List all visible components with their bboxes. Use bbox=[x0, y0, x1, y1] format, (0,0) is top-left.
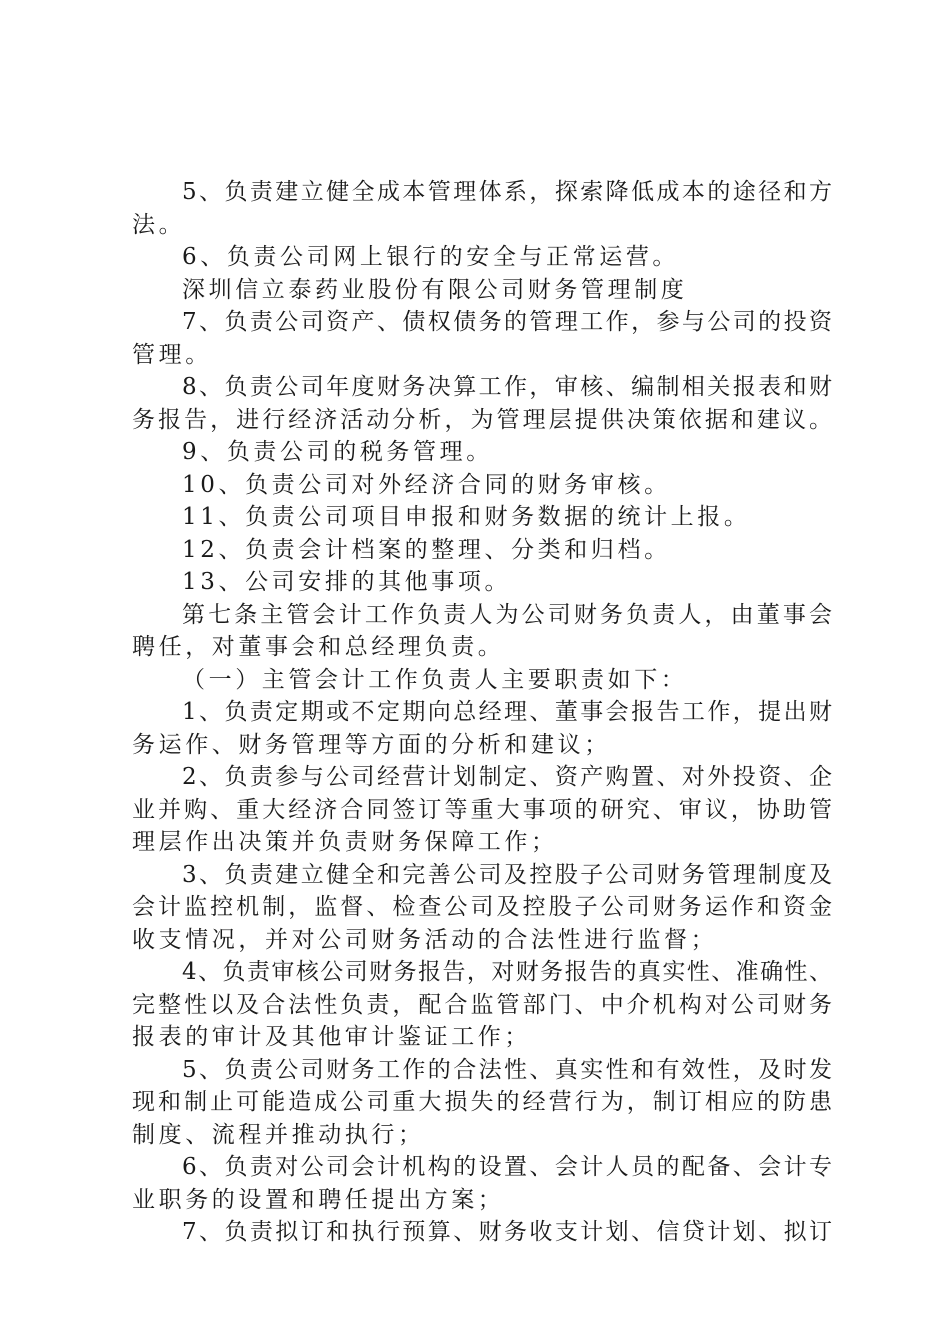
text-line: 管理。 bbox=[132, 341, 212, 368]
text-line: 聘任，对董事会和总经理负责。 bbox=[132, 634, 505, 660]
text-line: 会计监控机制，监督、检查公司及控股子公司财务运作和资金 bbox=[132, 894, 836, 920]
text-line: 制度、流程并推动执行； bbox=[132, 1121, 425, 1148]
text-line: 完整性以及合法性负责，配合监管部门、中介机构对公司财务 bbox=[132, 991, 836, 1018]
text-line: （一）主管会计工作负责人主要职责如下： bbox=[182, 666, 688, 693]
text-line: 7、负责拟订和执行预算、财务收支计划、信贷计划、拟订 bbox=[182, 1219, 835, 1245]
text-line: 4、负责审核公司财务报告，对财务报告的真实性、准确性、 bbox=[182, 959, 834, 985]
text-line: 务运作、财务管理等方面的分析和建议； bbox=[132, 731, 611, 758]
text-line: 理层作出决策并负责财务保障工作； bbox=[132, 829, 558, 855]
text-line: 法。 bbox=[132, 211, 186, 238]
text-line: 收支情况，并对公司财务活动的合法性进行监督； bbox=[132, 926, 718, 953]
text-line: 6、负责对公司会计机构的设置、会计人员的配备、会计专 bbox=[182, 1154, 835, 1180]
text-line: 报表的审计及其他审计鉴证工作； bbox=[132, 1024, 531, 1050]
document-body bbox=[132, 176, 836, 1249]
text-line: 现和制止可能造成公司重大损失的经营行为，制订相应的防患 bbox=[132, 1089, 836, 1115]
text-line: 12、负责会计档案的整理、分类和归档。 bbox=[182, 536, 671, 563]
text-line: 6、负责公司网上银行的安全与正常运营。 bbox=[182, 244, 680, 270]
text-line: 5、负责建立健全成本管理体系，探索降低成本的途径和方 bbox=[182, 179, 835, 205]
text-line: 2、负责参与公司经营计划制定、资产购置、对外投资、企 bbox=[182, 764, 835, 790]
text-line: 务报告，进行经济活动分析，为管理层提供决策依据和建议。 bbox=[132, 406, 836, 433]
text-line: 3、负责建立健全和完善公司及控股子公司财务管理制度及 bbox=[182, 861, 835, 888]
text-line: 13、公司安排的其他事项。 bbox=[182, 569, 512, 595]
text-line: 5、负责公司财务工作的合法性、真实性和有效性，及时发 bbox=[182, 1056, 835, 1083]
text-line: 1、负责定期或不定期向总经理、董事会报告工作，提出财 bbox=[182, 699, 835, 725]
text-line: 业职务的设置和聘任提出方案； bbox=[132, 1186, 505, 1213]
text-line: 深圳信立泰药业股份有限公司财务管理制度 bbox=[182, 276, 688, 303]
text-line: 业并购、重大经济合同签订等重大事项的研究、审议，协助管 bbox=[132, 796, 836, 823]
text-line: 8、负责公司年度财务决算工作，审核、编制相关报表和财 bbox=[182, 374, 835, 400]
text-line: 11、负责公司项目申报和财务数据的统计上报。 bbox=[182, 504, 751, 530]
text-line: 7、负责公司资产、债权债务的管理工作，参与公司的投资 bbox=[182, 309, 835, 335]
text-line: 9、负责公司的税务管理。 bbox=[182, 439, 493, 465]
text-line: 第七条主管会计工作负责人为公司财务负责人，由董事会 bbox=[182, 601, 836, 628]
text-line: 10、负责公司对外经济合同的财务审核。 bbox=[182, 471, 671, 498]
